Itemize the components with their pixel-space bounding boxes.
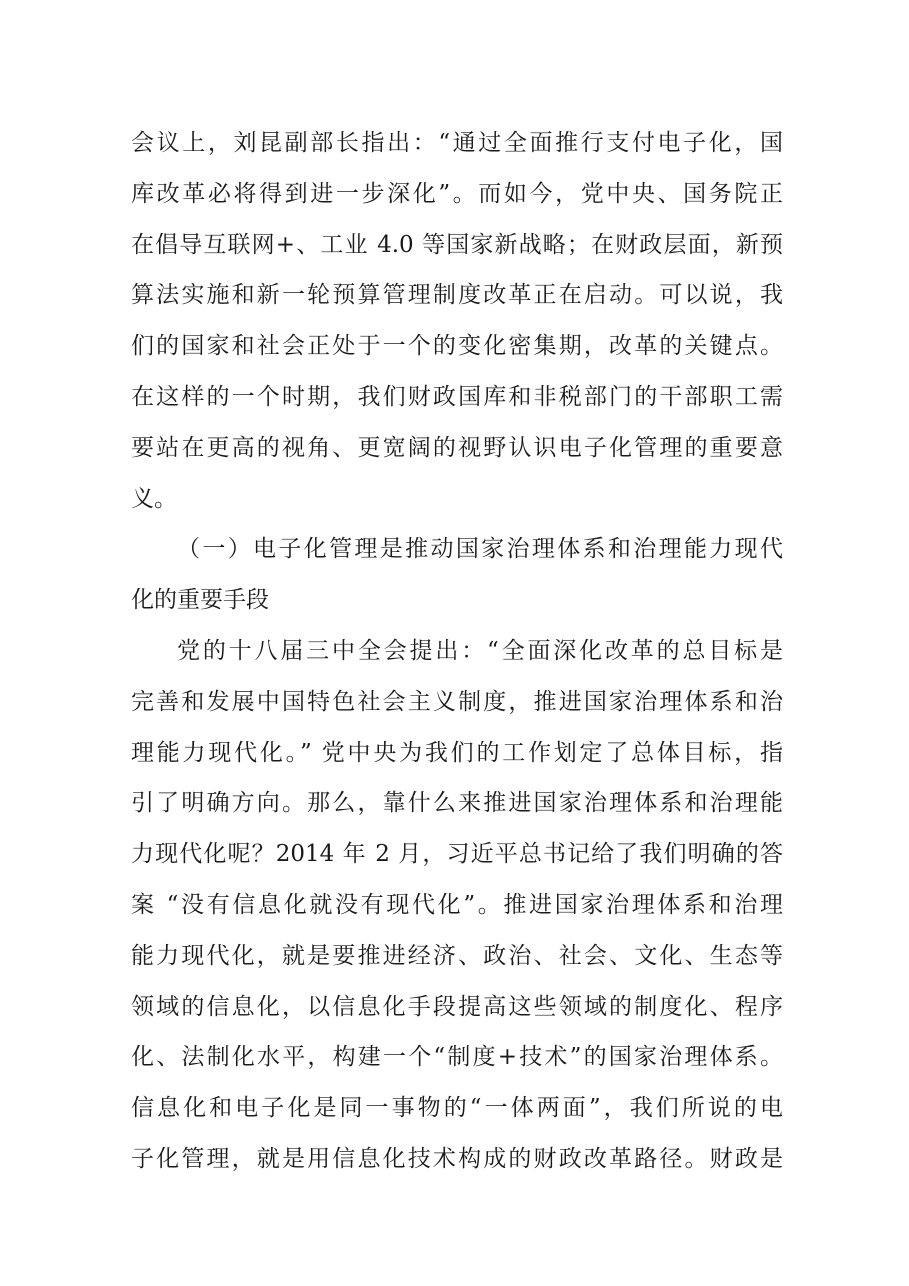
text-line: 理能力现代化。” 党中央为我们的工作划定了总体目标，指 xyxy=(131,739,783,766)
text-line: 案 “没有信息化就没有现代化”。推进国家治理体系和治理 xyxy=(131,891,783,918)
paragraph-1 xyxy=(131,128,783,514)
text-line: 信息化和电子化是同一事物的“一体两面”，我们所说的电 xyxy=(131,1095,783,1122)
text-line: 化、法制化水平，构建一个“制度+技术”的国家治理体系。 xyxy=(131,1044,783,1071)
text-line: 们的国家和社会正处于一个的变化密集期，改革的关键点。 xyxy=(131,333,783,360)
document-body xyxy=(131,128,783,1195)
text-line: 义。 xyxy=(131,485,177,512)
text-line: 完善和发展中国特色社会主义制度，推进国家治理体系和治 xyxy=(131,688,783,715)
text-line: 会议上，刘昆副部长指出：“通过全面推行支付电子化，国 xyxy=(131,130,783,156)
text-line: 库改革必将得到进一步深化”。而如今，党中央、国务院正 xyxy=(131,180,783,207)
heading-line: 化的重要手段 xyxy=(131,587,269,614)
paragraph-2 xyxy=(131,636,783,1174)
text-line: 党的十八届三中全会提出：“全面深化改革的总目标是 xyxy=(177,637,783,664)
text-line: 在这样的一个时期，我们财政国库和非税部门的干部职工需 xyxy=(131,383,783,410)
text-line: 在倡导互联网+、工业 4.0 等国家新战略；在财政层面，新预 xyxy=(131,231,783,258)
text-line: 要站在更高的视角、更宽阔的视野认识电子化管理的重要意 xyxy=(131,434,783,461)
text-line: 领域的信息化，以信息化手段提高这些领域的制度化、程序 xyxy=(131,993,783,1020)
text-line: 子化管理，就是用信息化技术构成的财政改革路径。财政是 xyxy=(131,1145,783,1172)
text-line: 引了明确方向。那么，靠什么来推进国家治理体系和治理能 xyxy=(131,790,783,817)
heading-line: （一）电子化管理是推动国家治理体系和治理能力现代 xyxy=(177,536,783,563)
text-line: 力现代化呢？2014 年 2 月，习近平总书记给了我们明确的答 xyxy=(131,841,783,868)
section-heading xyxy=(131,534,783,615)
text-line: 算法实施和新一轮预算管理制度改革正在启动。可以说，我 xyxy=(131,282,783,309)
text-line: 能力现代化，就是要推进经济、政治、社会、文化、生态等 xyxy=(131,942,783,969)
